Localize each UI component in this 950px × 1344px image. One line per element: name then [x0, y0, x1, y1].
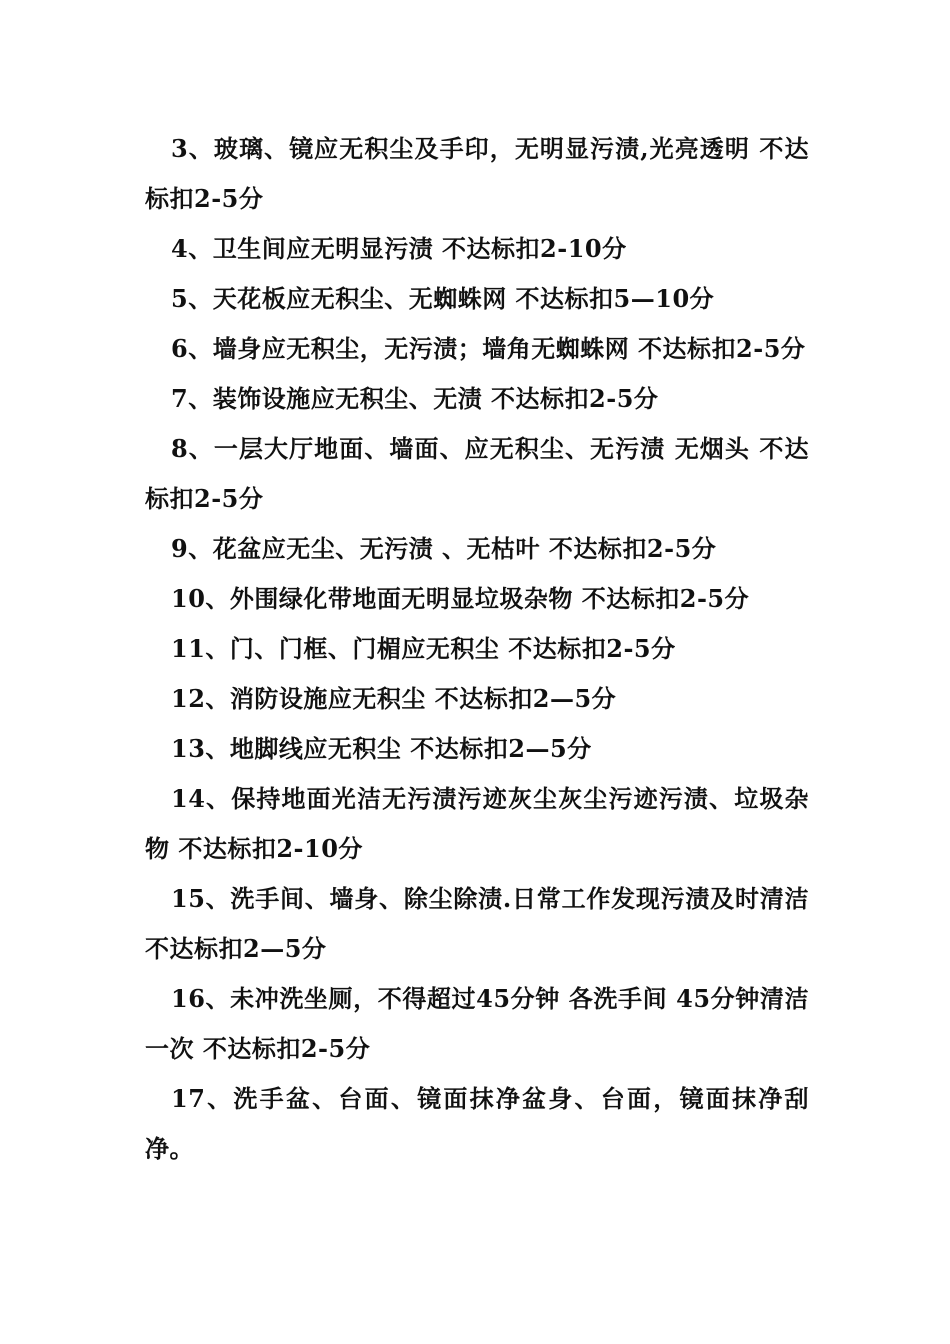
list-item: 17、洗手盆、台面、镜面抹净盆身、台面，镜面抹净刮净。: [145, 1084, 809, 1163]
list-item: 5、天花板应无积尘、无蜘蛛网 不达标扣5—10分: [171, 284, 715, 313]
list-item: 14、保持地面光洁无污渍污迹灰尘灰尘污迹污渍、垃圾杂物 不达标扣2-10分: [145, 784, 809, 863]
document-body: [145, 124, 809, 1174]
list-item: 9、花盆应无尘、无污渍 、无枯叶 不达标扣2-5分: [171, 534, 717, 563]
list-item: 15、洗手间、墙身、除尘除渍.日常工作发现污渍及时清洁 不达标扣2—5分: [145, 884, 809, 963]
list-item: 6、墙身应无积尘，无污渍；墙角无蜘蛛网 不达标扣2-5分: [171, 334, 806, 363]
list-item: 13、地脚线应无积尘 不达标扣2—5分: [171, 734, 592, 763]
list-item: 3、玻璃、镜应无积尘及手印，无明显污渍,光亮透明 不达标扣2-5分: [145, 134, 809, 213]
list-item: 10、外围绿化带地面无明显垃圾杂物 不达标扣2-5分: [171, 584, 750, 613]
list-item: 11、门、门框、门楣应无积尘 不达标扣2-5分: [171, 634, 676, 663]
list-item: 12、消防设施应无积尘 不达标扣2—5分: [171, 684, 617, 713]
list-item: 8、一层大厅地面、墙面、应无积尘、无污渍 无烟头 不达标扣2-5分: [145, 434, 809, 513]
list-item: 7、装饰设施应无积尘、无渍 不达标扣2-5分: [171, 384, 659, 413]
list-item: 4、卫生间应无明显污渍 不达标扣2-10分: [171, 234, 627, 263]
list-item: 16、未冲洗坐厕，不得超过45分钟 各洗手间 45分钟清洁一次 不达标扣2-5分: [145, 984, 809, 1063]
